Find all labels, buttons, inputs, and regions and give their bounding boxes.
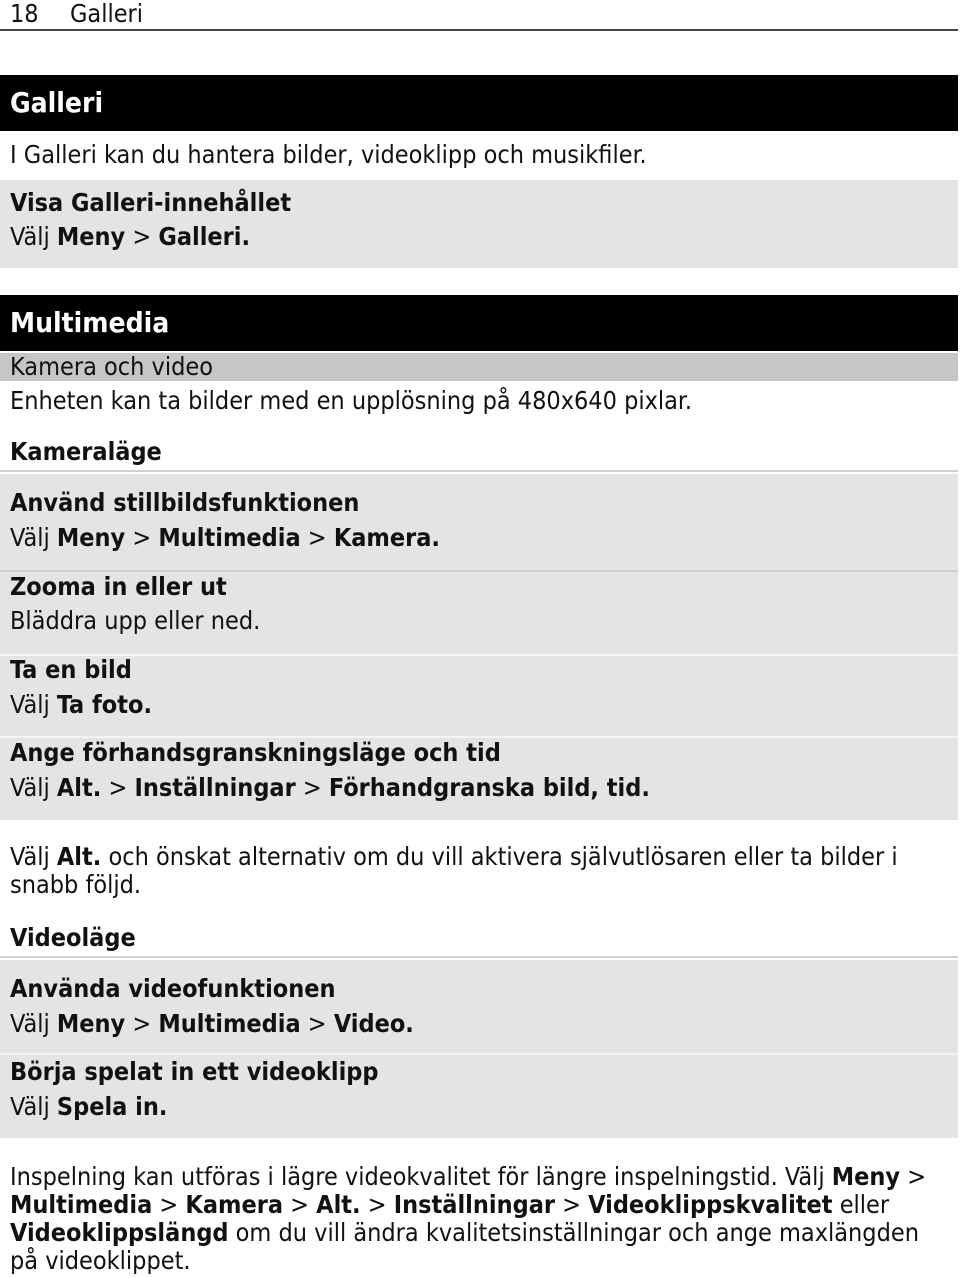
kameralage-rule	[0, 470, 958, 472]
still-title: Använd stillbildsfunktionen	[10, 488, 360, 517]
zoom-text: Bläddra upp eller ned.	[10, 606, 261, 635]
header-section: Galleri	[70, 0, 144, 28]
record-instruction: Välj Spela in.	[10, 1092, 168, 1121]
photo-title: Ta en bild	[10, 655, 132, 684]
kameralage-title: Kameraläge	[10, 437, 162, 466]
video-mode-box	[0, 960, 958, 1138]
divider	[0, 1053, 958, 1055]
page-number: 18	[10, 0, 39, 28]
page-header	[0, 0, 958, 31]
videolage-rule	[0, 956, 958, 958]
still-instruction: Välj Meny > Multimedia > Kamera.	[10, 523, 440, 552]
galleri-view-box	[0, 180, 958, 268]
timer-text: Välj Alt. och önskat alternativ om du vill aktivera självutlösaren eller ta bilder i snabb följd.	[10, 842, 898, 899]
video-use-instruction: Välj Meny > Multimedia > Video.	[10, 1009, 414, 1038]
preview-instruction: Välj Alt. > Inställningar > Förhandgranska bild, tid.	[10, 773, 650, 802]
videolage-title: Videoläge	[10, 923, 136, 952]
camera-mode-box	[0, 474, 958, 820]
video-use-title: Använda videofunktionen	[10, 974, 336, 1003]
section-title-galleri: Galleri	[0, 75, 958, 131]
zoom-title: Zooma in eller ut	[10, 572, 227, 601]
preview-title: Ange förhandsgranskningsläge och tid	[10, 738, 501, 767]
resolution-text: Enheten kan ta bilder med en upplösning på 480x640 pixlar.	[10, 386, 693, 415]
divider	[0, 654, 958, 656]
record-title: Börja spelat in ett videoklipp	[10, 1057, 379, 1086]
subsection-kamera-video: Kamera och video	[0, 353, 958, 381]
quality-text: Inspelning kan utföras i lägre videokvalitet för längre inspelningstid. Välj Meny > Multimedia > Kamera > Alt. > Inställningar > Videoklippskvalitet eller Videoklippslängd om du vill ändra kvalitetsinställningar och ange maxlängden på videoklippet.	[10, 1162, 927, 1275]
section-title-multimedia: Multimedia	[0, 295, 958, 351]
photo-instruction: Välj Ta foto.	[10, 690, 152, 719]
galleri-intro: I Galleri kan du hantera bilder, videoklipp och musikfiler.	[10, 140, 647, 169]
galleri-view-instruction: Välj Meny > Galleri.	[10, 222, 251, 251]
galleri-view-title: Visa Galleri-innehållet	[10, 188, 292, 217]
